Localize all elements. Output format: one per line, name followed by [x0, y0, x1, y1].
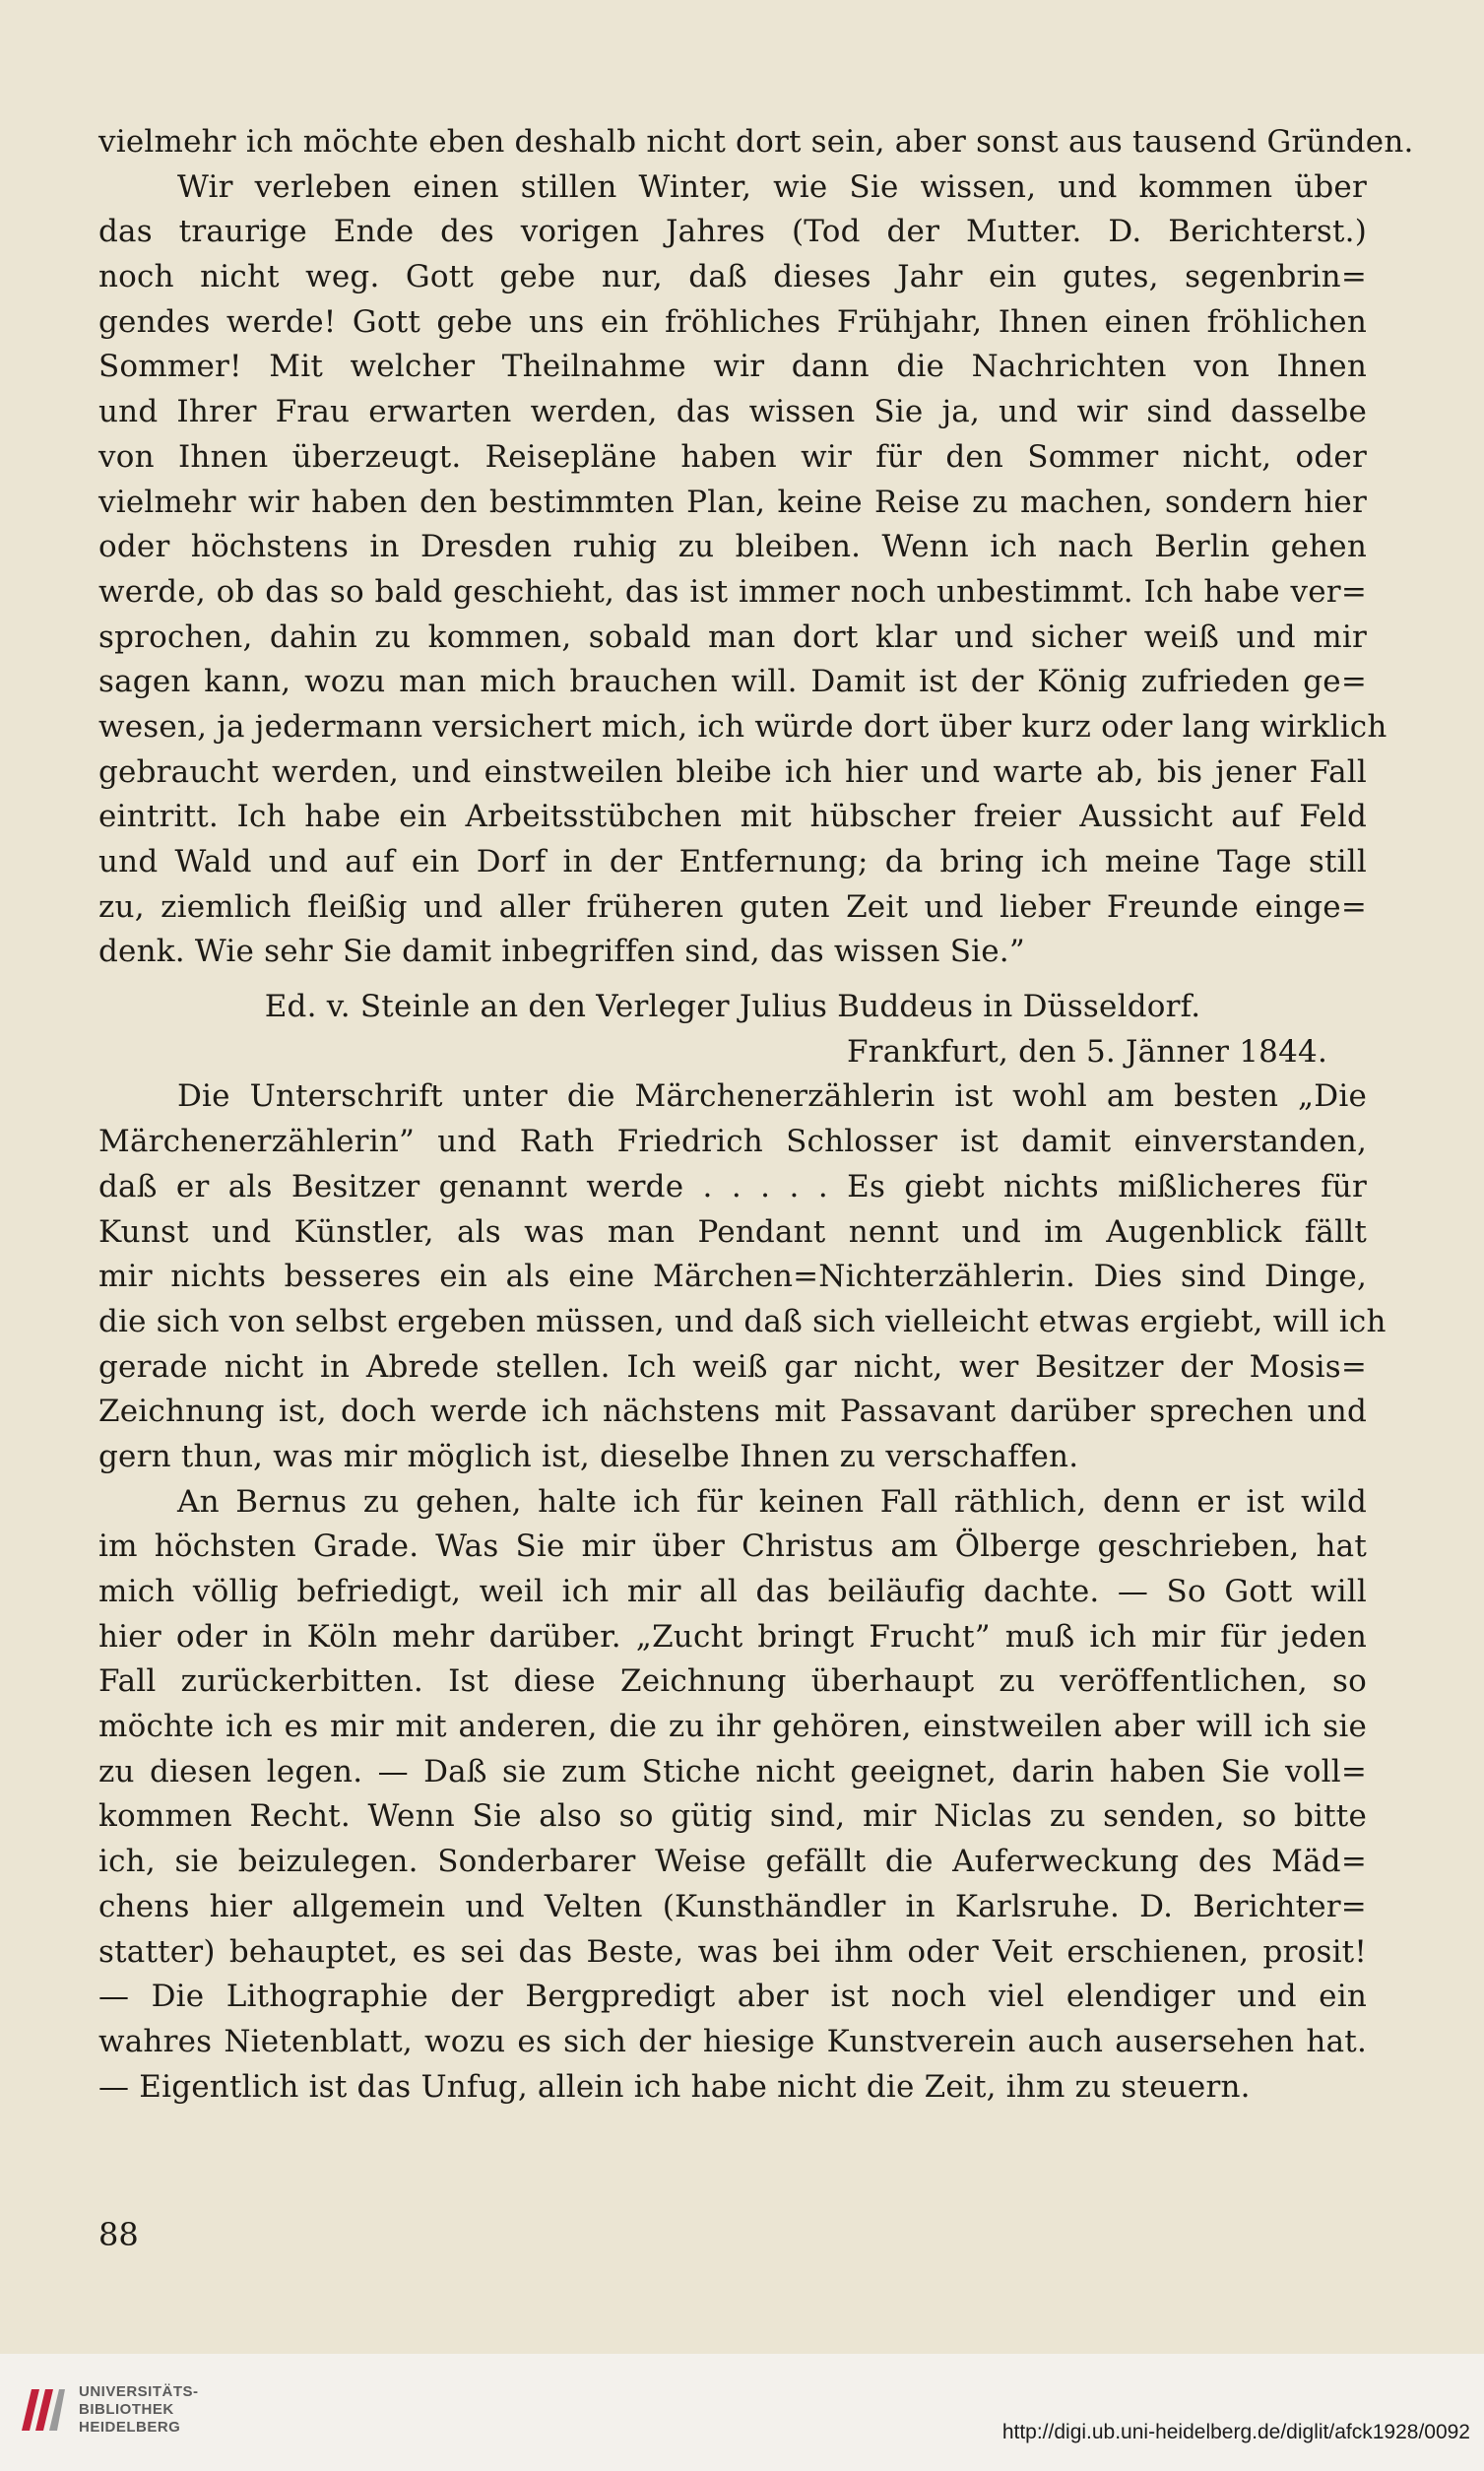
text-line: zu diesen legen. — Daß sie zum Stiche nicht geeignet, darin haben Sie voll= — [98, 1753, 1367, 1789]
library-name: UNIVERSITÄTS- BIBLIOTHEK HEIDELBERG — [79, 2383, 199, 2436]
text-line: kommen Recht. Wenn Sie also so gütig sind, mir Niclas zu senden, so bitte — [98, 1798, 1367, 1835]
text-line: ich, sie beizulegen. Sonderbarer Weise gefällt die Auferweckung des Mäd= — [98, 1844, 1367, 1880]
text-line: Märchenerzählerin” und Rath Friedrich Schlosser ist damit einverstanden, — [98, 1124, 1367, 1160]
text-line: Die Unterschrift unter die Märchenerzählerin ist wohl am besten „Die — [177, 1078, 1367, 1115]
text-line: statter) behauptet, es sei das Beste, was bei ihm oder Veit erschienen, prosit! — [98, 1933, 1367, 1970]
footer-bar — [0, 2354, 1484, 2471]
text-line: chens hier allgemein und Velten (Kunsthändler in Karlsruhe. D. Berichter= — [98, 1888, 1367, 1924]
text-line: Sommer! Mit welcher Theilnahme wir dann die Nachrichten von Ihnen — [98, 349, 1367, 385]
text-line: — Die Lithographie der Bergpredigt aber ist noch viel elendiger und ein — [98, 1979, 1367, 2015]
text-line: noch nicht weg. Gott gebe nur, daß dieses Jahr ein gutes, segenbrin= — [98, 259, 1367, 295]
text-line: oder höchstens in Dresden ruhig zu bleiben. Wenn ich nach Berlin gehen — [98, 529, 1367, 565]
text-line: die sich von selbst ergeben müssen, und daß sich vielleicht etwas ergiebt, will ich — [98, 1303, 1387, 1339]
text-line: eintritt. Ich habe ein Arbeitsstübchen mit hübscher freier Aussicht auf Feld — [98, 799, 1367, 835]
letter-continuation — [98, 120, 1414, 975]
letter-heading: Ed. v. Steinle an den Verleger Julius Buddeus in Düsseldorf. — [264, 989, 1201, 1025]
letter-dateline: Frankfurt, den 5. Jänner 1844. — [846, 1033, 1327, 1070]
text-line: vielmehr wir haben den bestimmten Plan, keine Reise zu machen, sondern hier — [98, 484, 1367, 520]
text-line: von Ihnen überzeugt. Reisepläne haben wir für den Sommer nicht, oder — [98, 438, 1367, 475]
text-line: möchte ich es mir mit anderen, die zu ihr gehören, einstweilen aber will ich sie — [98, 1709, 1367, 1745]
text-line: wahres Nietenblatt, wozu es sich der hiesige Kunstverein auch ausersehen hat. — [98, 2023, 1367, 2059]
text-line: sagen kann, wozu man mich brauchen will. Damit ist der König zufrieden ge= — [98, 664, 1367, 700]
text-line: An Bernus zu gehen, halte ich für keinen Fall räthlich, denn er ist wild — [177, 1483, 1367, 1520]
text-line: und Wald und auf ein Dorf in der Entfernung; da bring ich meine Tage still — [98, 844, 1367, 879]
text-line: — Eigentlich ist das Unfug, allein ich habe nicht die Zeit, ihm zu steuern. — [98, 2068, 1251, 2105]
text-line: Kunst und Künstler, als was man Pendant nennt und im Augenblick fällt — [98, 1213, 1367, 1250]
text-line: gendes werde! Gott gebe uns ein fröhliches Frühjahr, Ihnen einen fröhlichen — [98, 303, 1367, 340]
text-line: mich völlig befriedigt, weil ich mir all das beiläufig dachte. — So Gott will — [98, 1574, 1367, 1609]
university-library-logo-icon[interactable] — [18, 2381, 69, 2437]
text-line: mir nichts besseres ein als eine Märchen=Nichterzählerin. Dies sind Dinge, — [98, 1259, 1367, 1295]
text-line: zu, ziemlich fleißig und aller früheren guten Zeit und lieber Freunde einge= — [98, 888, 1367, 925]
text-line: denk. Wie sehr Sie damit inbegriffen sind, das wissen Sie.” — [98, 934, 1025, 970]
body-text — [98, 120, 1414, 2110]
text-line: hier oder in Köln mehr darüber. „Zucht bringt Frucht” muß ich mir für jeden — [98, 1618, 1367, 1655]
text-line: Wir verleben einen stillen Winter, wie Sie wissen, und kommen über — [177, 168, 1367, 205]
letter-body — [98, 1074, 1387, 2110]
text-line: werde, ob das so bald geschieht, das ist immer noch unbestimmt. Ich habe ver= — [98, 573, 1367, 610]
text-line: das traurige Ende des vorigen Jahres (Tod der Mutter. D. Berichterst.) — [98, 214, 1367, 250]
text-line: gebraucht werden, und einstweilen bleibe ich hier und warte ab, bis jener Fall — [98, 753, 1367, 790]
text-line: wesen, ja jedermann versichert mich, ich würde dort über kurz oder lang wirklich — [98, 708, 1387, 745]
text-line: im höchsten Grade. Was Sie mir über Christus am Ölberge geschrieben, hat — [98, 1528, 1367, 1565]
text-line: und Ihrer Frau erwarten werden, das wissen Sie ja, und wir sind dasselbe — [98, 394, 1367, 430]
text-line: gern thun, was mir möglich ist, dieselbe Ihnen zu verschaffen. — [98, 1438, 1079, 1474]
page-number: 88 — [98, 2216, 139, 2253]
page-url-link[interactable]: http://digi.ub.uni-heidelberg.de/diglit/afck1928/0092 — [1001, 2421, 1470, 2443]
text-line: gerade nicht in Abrede stellen. Ich weiß gar nicht, wer Besitzer der Mosis= — [98, 1348, 1367, 1385]
text-line: vielmehr ich möchte eben deshalb nicht dort sein, aber sonst aus tausend Gründen. — [98, 124, 1414, 160]
text-line: sprochen, dahin zu kommen, sobald man dort klar und sicher weiß und mir — [98, 618, 1367, 655]
text-line: daß er als Besitzer genannt werde . . . . . Es giebt nichts mißlicheres für — [98, 1168, 1367, 1204]
text-line: Zeichnung ist, doch werde ich nächstens mit Passavant darüber sprechen und — [98, 1394, 1367, 1430]
text-line: Fall zurückerbitten. Ist diese Zeichnung überhaupt zu veröffentlichen, so — [98, 1663, 1367, 1700]
